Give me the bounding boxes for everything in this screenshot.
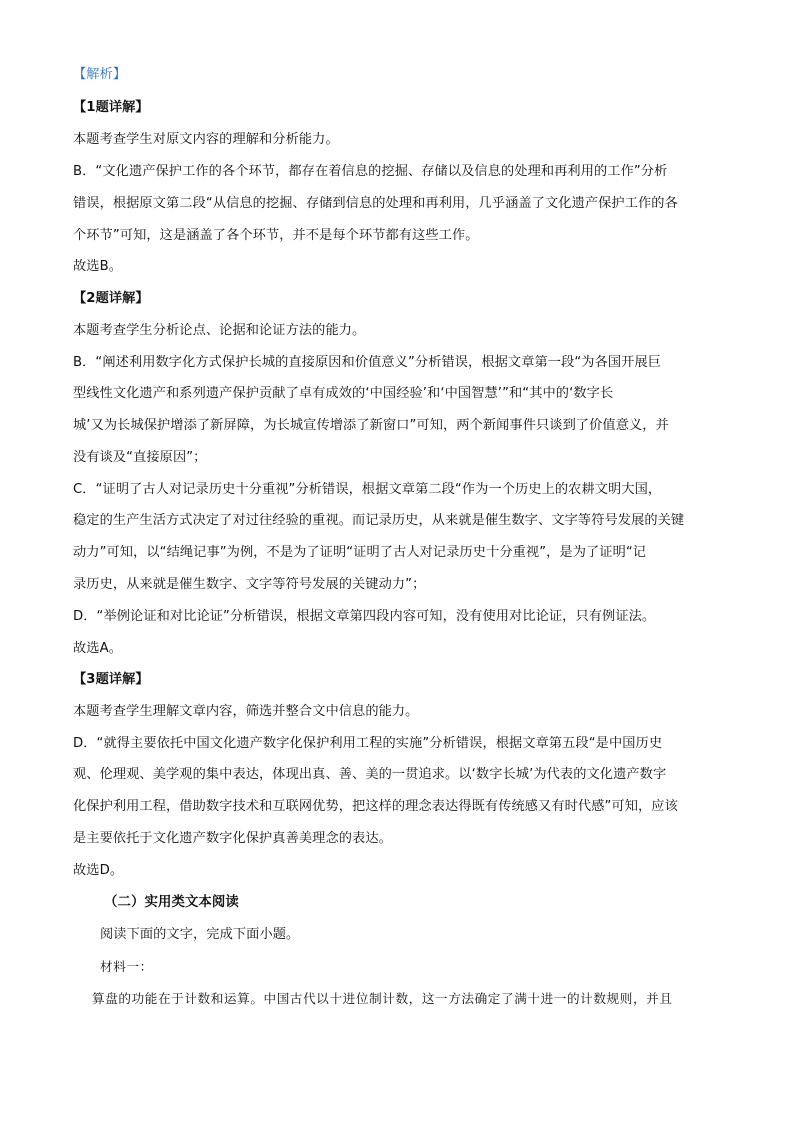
question-1-header: 【1题详解】 bbox=[73, 100, 149, 115]
text-line: B．“阐述利用数字化方式保护长城的直接原因和价值意义”分析错误，根据文章第一段“为各国开展巨 bbox=[73, 355, 662, 370]
text-line: 错误，根据原文第二段“从信息的挖掘、存储到信息的处理和再利用，几乎涵盖了文化遗产保护工作的各 bbox=[73, 196, 678, 211]
material-text-line: 算盘的功能在于计数和运算。中国古代以十进位制计数，这一方法确定了满十进一的计数规则，并且 bbox=[92, 991, 673, 1006]
instruction-line: 阅读下面的文字，完成下面小题。 bbox=[100, 927, 300, 942]
question-2-header: 【2题详解】 bbox=[73, 291, 149, 306]
text-line: 录历史，从来就是催生数字、文字等符号发展的关键动力”； bbox=[73, 577, 426, 592]
material-label: 材料一： bbox=[100, 959, 153, 974]
question-3-header: 【3题详解】 bbox=[73, 672, 149, 687]
text-line: 本题考查学生理解文章内容，筛选并整合文中信息的能力。 bbox=[73, 704, 419, 719]
answer-line: 故选B。 bbox=[73, 259, 123, 274]
text-line: C．“证明了古人对记录历史十分重视”分析错误，根据文章第二段“作为一个历史上的农耕文明大国， bbox=[73, 482, 662, 497]
text-line: D．“就得主要依托中国文化遗产数字化保护利用工程的实施”分析错误，根据文章第五段“是中国历史 bbox=[73, 736, 663, 751]
text-line: 本题考查学生对原文内容的理解和分析能力。 bbox=[73, 132, 339, 147]
text-line: 个环节”可知，这是涵盖了各个环节，并不是每个环节都有这些工作。 bbox=[73, 228, 479, 243]
text-line: 稳定的生产生活方式决定了对过往经验的重视。而记录历史，从来就是催生数字、文字等符号发展的关键 bbox=[73, 513, 685, 528]
text-line: 本题考查学生分析论点、论据和论证方法的能力。 bbox=[73, 323, 366, 338]
text-line: 型线性文化遗产和系列遗产保护贡献了卓有成效的‘中国经验’和‘中国智慧’”和“其中的‘数字长 bbox=[73, 386, 614, 401]
text-line: D．“举例论证和对比论证”分析错误，根据文章第四段内容可知，没有使用对比论证，只有例证法。 bbox=[73, 609, 656, 624]
text-line: B．“文化遗产保护工作的各个环节，都存在着信息的挖掘、存储以及信息的处理和再利用的工作”分析 bbox=[73, 164, 668, 179]
text-line: 城’又为长城保护增添了新屏障，为长城宣传增添了新窗口”可知，两个新闻事件只谈到了价值意义，并 bbox=[73, 418, 669, 433]
answer-line: 故选D。 bbox=[73, 863, 124, 878]
text-line: 观、伦理观、美学观的集中表达，体现出真、善、美的一贯追求。以‘数字长城’为代表的文化遗产数字 bbox=[73, 767, 667, 782]
text-line: 化保护利用工程，借助数字技术和互联网优势，把这样的理念表达得既有传统感又有时代感”可知，应该 bbox=[73, 799, 678, 814]
text-line: 是主要依托于文化遗产数字化保护真善美理念的表达。 bbox=[73, 831, 392, 846]
analysis-header: 【解析】 bbox=[73, 67, 127, 82]
answer-line: 故选A。 bbox=[73, 641, 122, 656]
text-line: 没有谈及“直接原因”； bbox=[73, 450, 207, 465]
section-title: （二）实用类文本阅读 bbox=[104, 895, 239, 910]
text-line: 动力”可知，以“结绳记事”为例，不是为了证明“证明了古人对记录历史十分重视”，是为了证明“记 bbox=[73, 545, 647, 560]
